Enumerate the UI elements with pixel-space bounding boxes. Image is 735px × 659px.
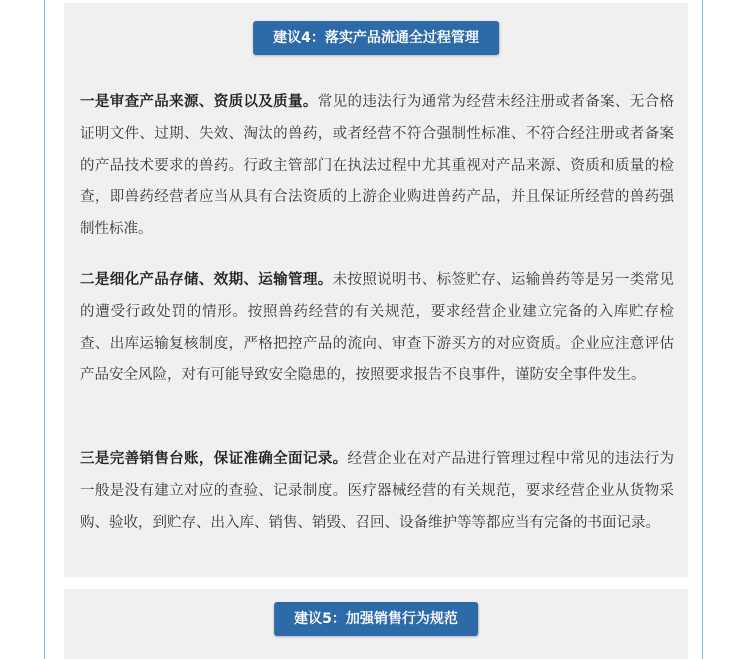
paragraph-body: 经营企业在对产品进行管理过程中常见的违法行为一般是没有建立对应的查验、记录制度。医疗器械经营的有关规范，要求经营企业从货物采购、验收，到贮存、出入库、销售、销毁、召回、设备维护等等都应当有完备的书面记录。 bbox=[80, 451, 675, 531]
paragraph-storage-transport bbox=[80, 265, 674, 392]
paragraph-source-qualification bbox=[80, 87, 674, 246]
suggestion-5-card bbox=[64, 589, 688, 659]
paragraph-body: 未按照说明书、标签贮存、运输兽药等是另一类常见的遭受行政处罚的情形。按照兽药经营的有关规范，要求经营企业建立完备的入库贮存检查、出库运输复核制度，严格把控产品的流向、审查下游买方的对应资质。企业应注意评估产品安全风险，对有可能导致安全隐患的，按照要求报告不良事件，谨防安全事件发生。 bbox=[80, 272, 675, 384]
paragraph-lead: 二是细化产品存储、效期、运输管理。 bbox=[80, 272, 333, 288]
suggestion-4-heading: 建议4：落实产品流通全过程管理 bbox=[253, 21, 499, 55]
paragraph-lead: 三是完善销售台账，保证准确全面记录。 bbox=[80, 451, 348, 467]
paragraph-lead: 一是审查产品来源、资质以及质量。 bbox=[80, 94, 318, 110]
suggestion-5-heading: 建议5：加强销售行为规范 bbox=[274, 602, 478, 636]
paragraph-sales-records bbox=[80, 444, 674, 539]
paragraph-body: 常见的违法行为通常为经营未经注册或者备案、无合格证明文件、过期、失效、淘汰的兽药，或者经营不符合强制性标准、不符合经注册或者备案的产品技术要求的兽药。行政主管部门在执法过程中尤其重视对产品来源、资质和质量的检查，即兽药经营者应当从具有合法资质的上游企业购进兽药产品，并且保证所经营的兽药强制性标准。 bbox=[80, 94, 675, 238]
suggestion-4-card bbox=[64, 3, 688, 577]
